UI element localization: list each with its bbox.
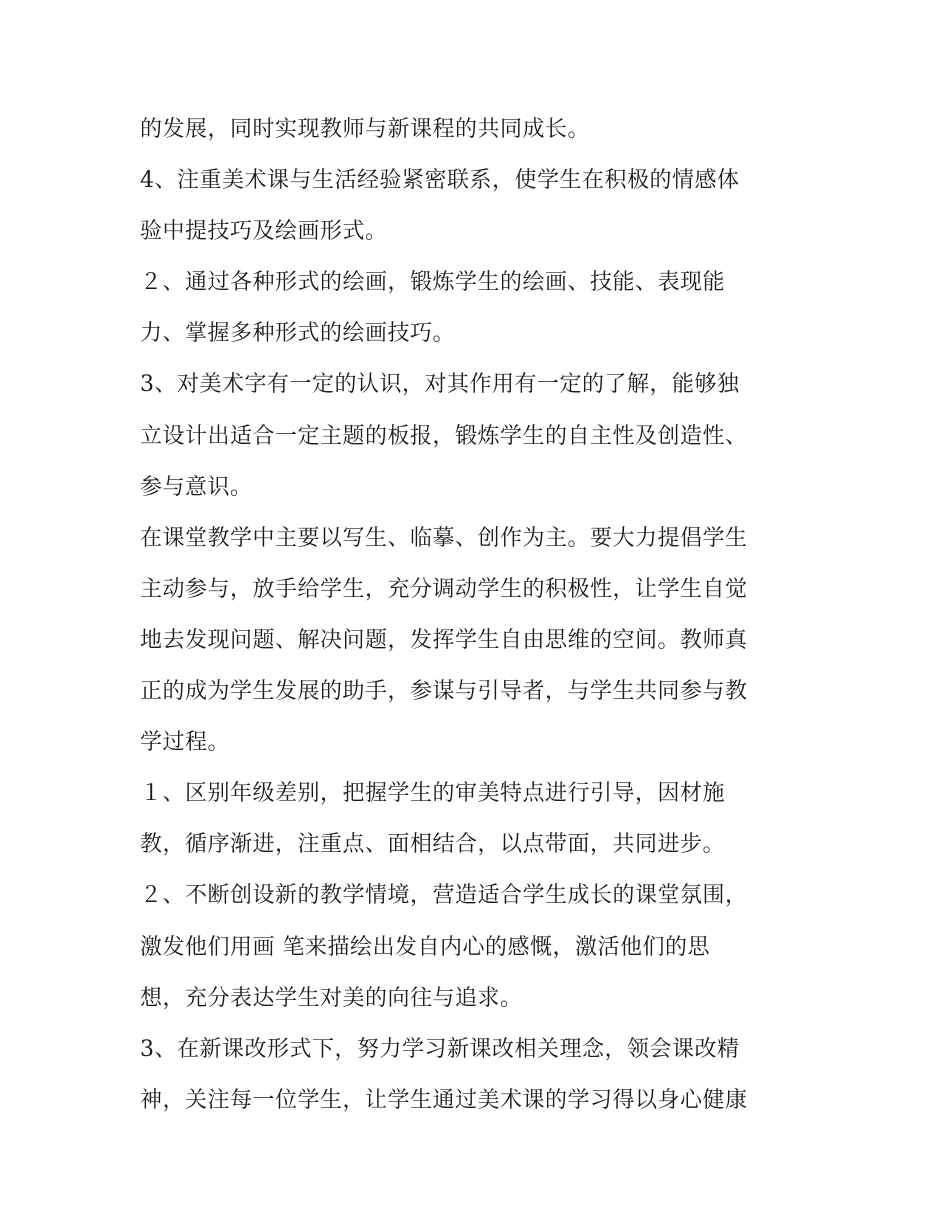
text-line: 力、掌握多种形式的绘画技巧。	[140, 321, 456, 347]
text-line: ２、通过各种形式的绘画，锻炼学生的绘画、技能、表现能	[140, 270, 726, 296]
text-line: 教，循序渐进，注重点、面相结合，以点带面，共同进步。	[140, 832, 726, 858]
text-line: 3、在新课改形式下，努力学习新课改相关理念，领会课改精	[140, 1036, 740, 1062]
text-line: 验中提技巧及绘画形式。	[140, 219, 388, 245]
text-line: 参与意识。	[140, 474, 253, 500]
text-line: 正的成为学生发展的助手，参谋与引导者，与学生共同参与教	[140, 679, 748, 705]
text-line: 神，关注每一位学生，让学生通过美术课的学习得以身心健康	[140, 1087, 748, 1113]
text-line: 在课堂教学中主要以写生、临摹、创作为主。要大力提倡学生	[140, 525, 748, 551]
text-line: 立设计出适合一定主题的板报，锻炼学生的自主性及创造性、	[140, 423, 748, 449]
text-line: 想，充分表达学生对美的向往与追求。	[140, 985, 523, 1011]
text-line: 的发展，同时实现教师与新课程的共同成长。	[140, 117, 591, 142]
text-line: 学过程。	[140, 730, 231, 756]
text-line: 地去发现问题、解决问题，发挥学生自由思维的空间。教师真	[140, 627, 748, 653]
text-line: 4、注重美术课与生活经验紧密联系，使学生在积极的情感体	[140, 168, 740, 194]
body-text	[140, 108, 820, 1130]
text-line: 3、对美术字有一定的认识，对其作用有一定的了解，能够独	[140, 372, 740, 398]
text-line: 激发他们用画 笔来描绘出发自内心的感慨，激活他们的思	[140, 934, 710, 960]
text-line: １、区别年级差别，把握学生的审美特点进行引导，因材施	[140, 781, 726, 807]
text-line: ２、不断创设新的教学情境，营造适合学生成长的课堂氛围，	[140, 883, 748, 909]
text-line: 主动参与，放手给学生，充分调动学生的积极性，让学生自觉	[140, 576, 748, 602]
